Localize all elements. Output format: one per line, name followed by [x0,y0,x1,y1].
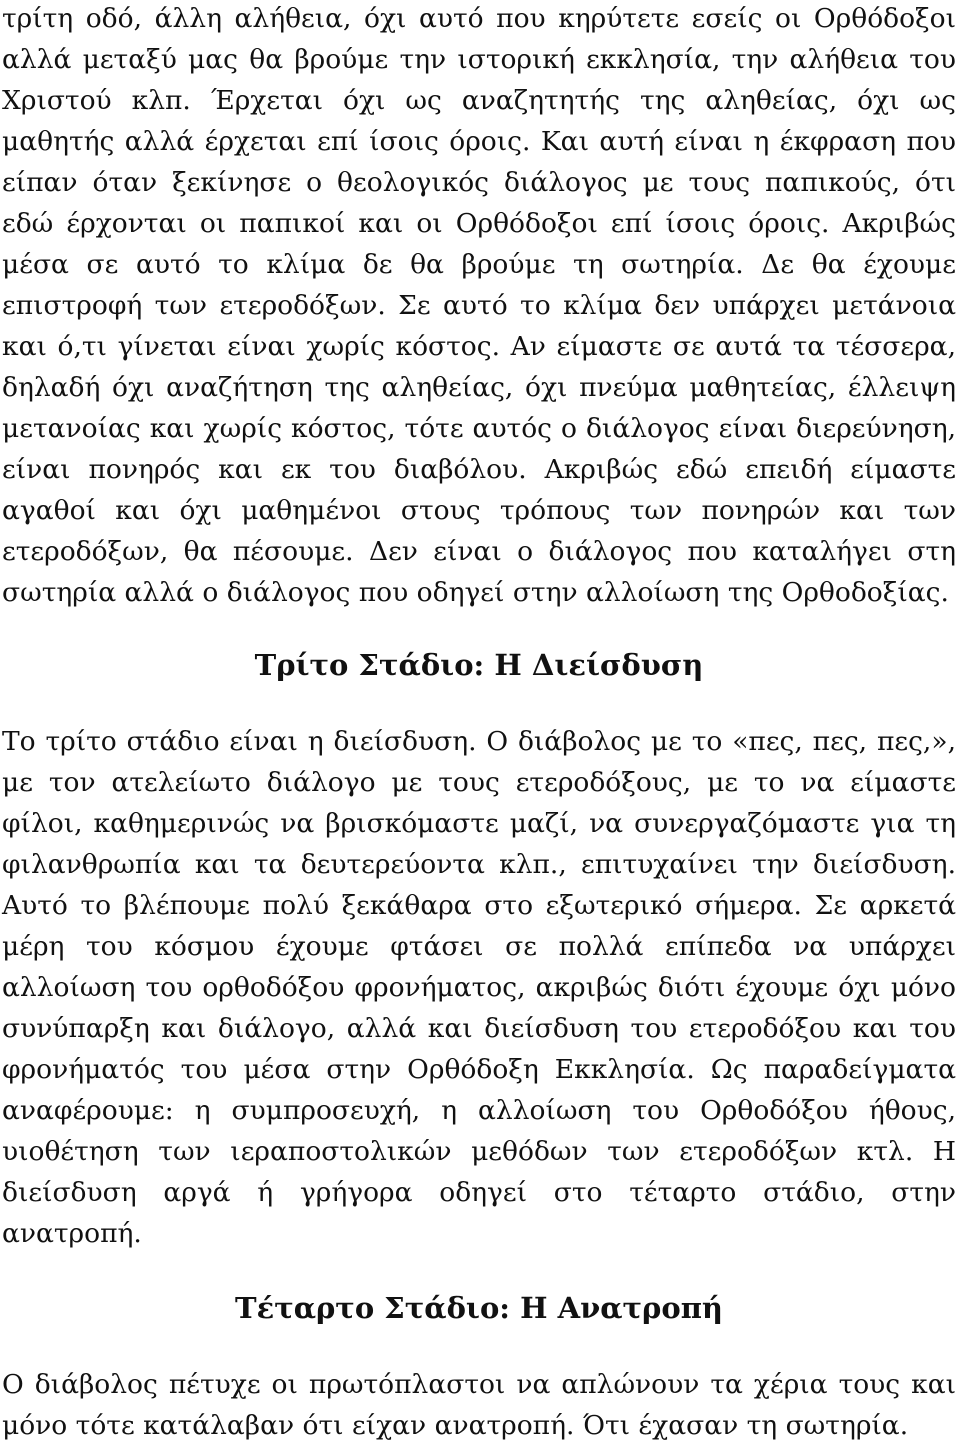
paragraph-infiltration: Το τρίτο στάδιο είναι η διείσδυση. Ο διάβολος με το «πες, πες, πες,», με τον ατελείωτο διάλογο με τους ετεροδόξους, με το να είμαστε φίλοι, καθημερινώς να βρισκόμαστε μαζί, να συνεργαζόμαστε για τη φιλανθρωπία και τα δευτερεύοντα κλπ., επιτυχαίνει την διείσδυση. Αυτό το βλέπουμε πολύ ξεκάθαρα στο εξωτερικό σήμερα. Σε αρκετά μέρη του κόσμου έχουμε φτάσει σε πολλά επίπεδα να υπάρχει αλλοίωση του ορθοδόξου φρονήματος, ακριβώς διότι έχουμε όχι μόνο συνύπαρξη και διάλογο, αλλά και διείσδυση του ετεροδόξου και του φρονήματός του μέσα στην Ορθόδοξη Εκκλησία. Ως παραδείγματα αναφέρουμε: η συμπροσευχή, η αλλοίωση του Ορθοδόξου ήθους, υιοθέτηση των ιεραποστολικών μεθόδων των ετεροδόξων κτλ. Η διείσδυση αργά ή γρήγορα οδηγεί στο τέταρτο στάδιο, στην ανατροπή. [2,726,956,1249]
heading-third-stage: Τρίτο Στάδιο: Η Διείσδυση [254,648,704,682]
paragraph-dialogue: τρίτη οδό, άλλη αλήθεια, όχι αυτό που κηρύτετε εσείς οι Ορθόδοξοι αλλά μεταξύ μας θα βρούμε την ιστορική εκκλησία, την αλήθεια του Χριστού κλπ. Έρχεται όχι ως αναζητητής της αληθείας, όχι ως μαθητής αλλά έρχεται επί ίσοις όροις. Και αυτή είναι η έκφραση που είπαν όταν ξεκίνησε ο θεολογικός διάλογος με τους παπικούς, ότι εδώ έρχονται οι παπικοί και οι Ορθόδοξοι επί ίσοις όροις. Ακριβώς μέσα σε αυτό το κλίμα δε θα βρούμε τη σωτηρία. Δε θα έχουμε επιστροφή των ετεροδόξων. Σε αυτό το κλίμα δεν υπάρχει μετάνοια και ό,τι γίνεται είναι χωρίς κόστος. Αν είμαστε σε αυτά τα τέσσερα, δηλαδή όχι αναζήτηση της αληθείας, όχι πνεύμα μαθητείας, έλλειψη μετανοίας και χωρίς κόστος, τότε αυτός ο διάλογος είναι διερεύνηση, είναι πονηρός και εκ του διαβόλου. Ακριβώς εδώ επειδή είμαστε αγαθοί και όχι μαθημένοι στους τρόπους των πονηρών και των ετεροδόξων, θα πέσουμε. Δεν είναι ο διάλογος που καταλήγει στη σωτηρία αλλά ο διάλογος που οδηγεί στην αλλοίωση της Ορθοδοξίας. [2,3,956,608]
heading-fourth-stage: Τέταρτο Στάδιο: Η Ανατροπή [234,1291,723,1325]
paragraph-overthrow: Ο διάβολος πέτυχε οι πρωτόπλαστοι να απλώνουν τα χέρια τους και μόνο τότε κατάλαβαν ότι είχαν ανατροπή. Ότι έχασαν τη σωτηρία. [2,1369,956,1441]
document-page [2,0,956,1446]
